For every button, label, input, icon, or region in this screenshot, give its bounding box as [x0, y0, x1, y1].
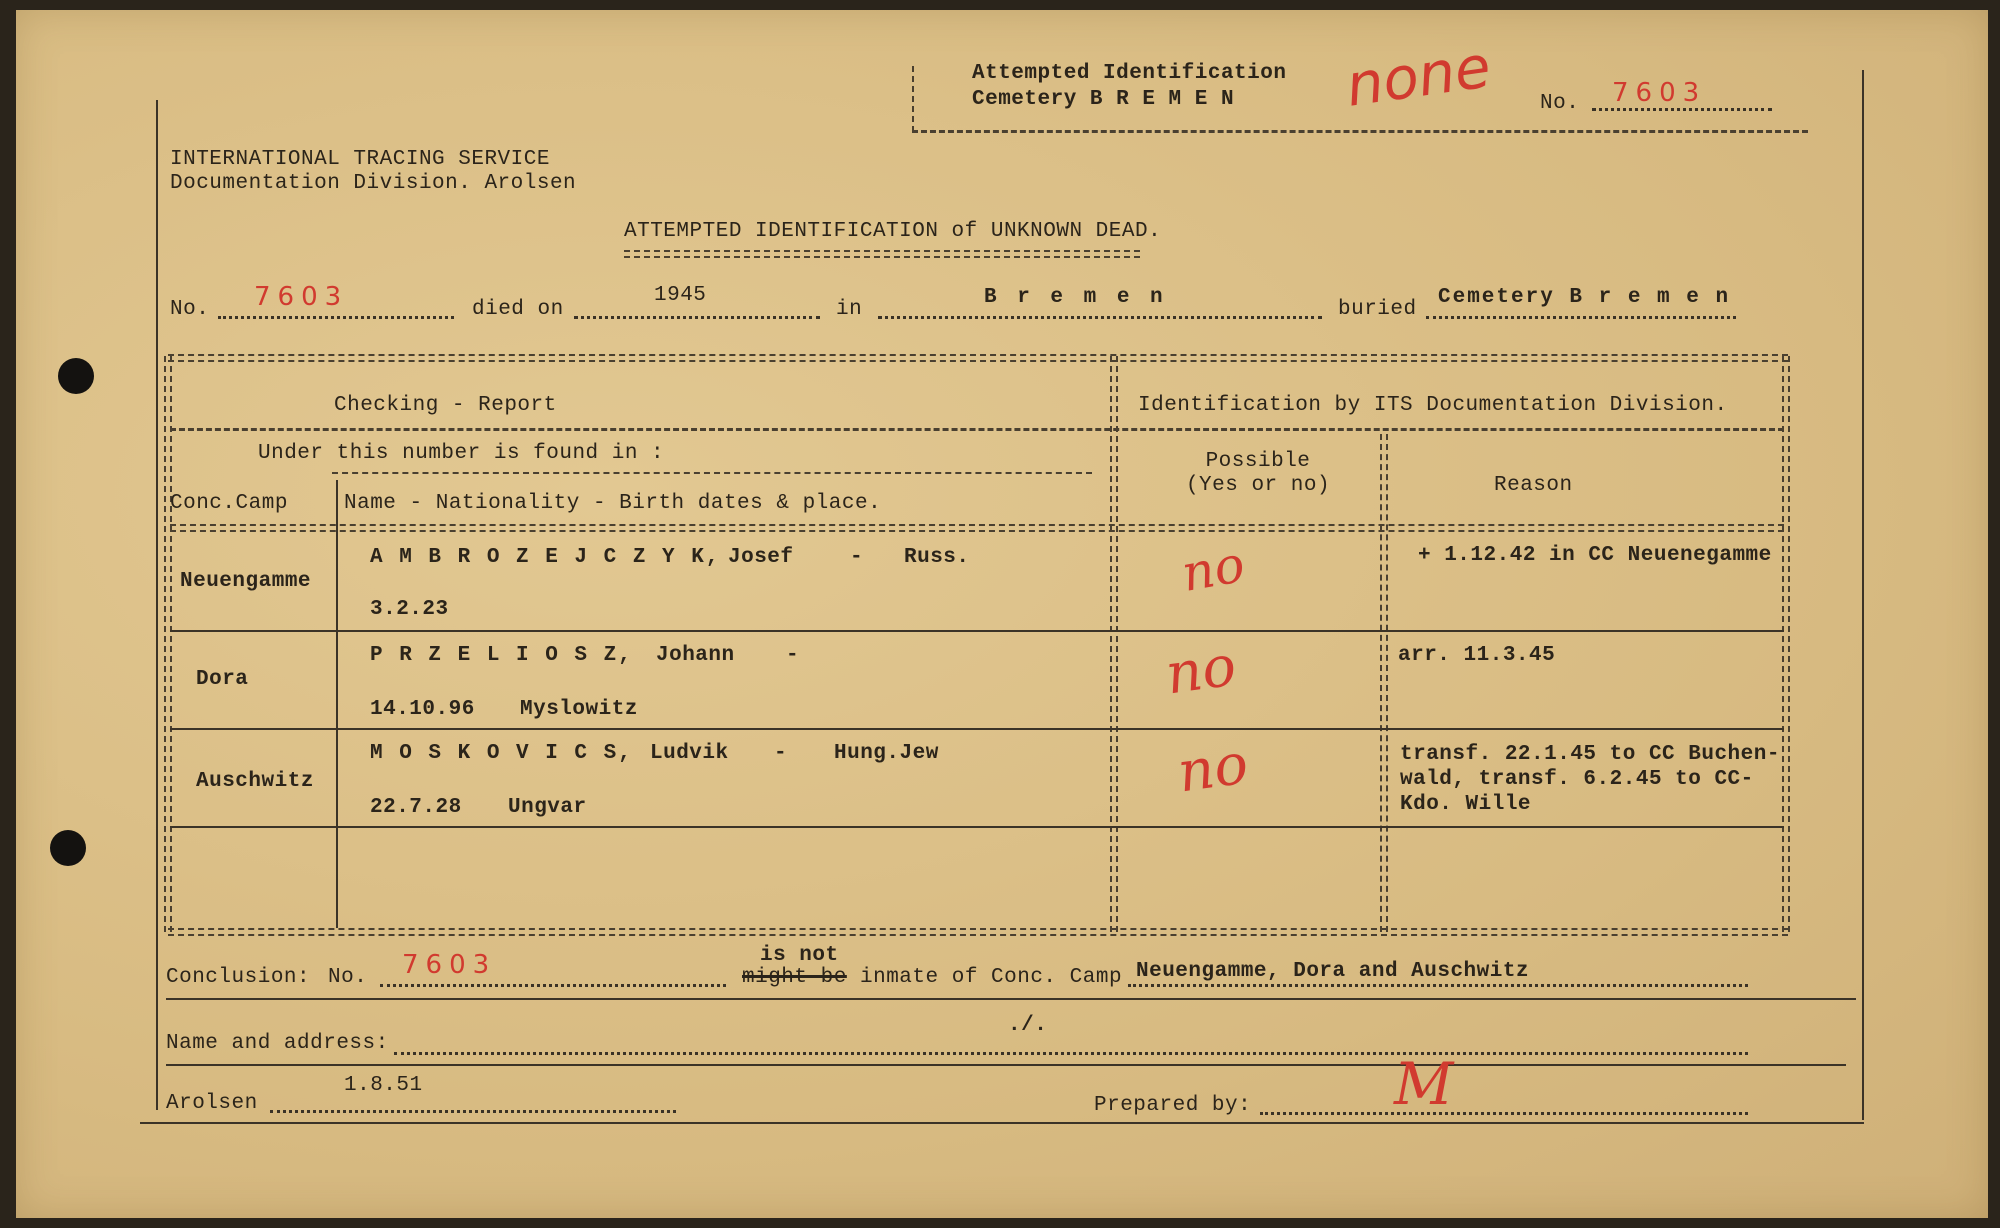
- prepared-by-dots: [1260, 1112, 1748, 1115]
- header-no-label: No.: [1540, 92, 1580, 115]
- row-surname: A M B R O Z E J C Z Y K,: [370, 546, 721, 569]
- conclusion-label: Conclusion:: [166, 966, 311, 989]
- row-surname: P R Z E L I O S Z,: [370, 644, 633, 667]
- name-address-rule: [166, 1064, 1846, 1066]
- row-first-name: Ludvik: [650, 742, 729, 765]
- record-buried-value: Cemetery B r e m e n: [1438, 286, 1731, 309]
- col-possible-header: [1150, 450, 1366, 498]
- row-separator: [170, 826, 1784, 828]
- org-line2: Documentation Division. Arolsen: [170, 172, 577, 195]
- row-nationality: Russ.: [904, 546, 970, 569]
- table-top-border: [168, 354, 1788, 362]
- header-separator: [170, 428, 1784, 431]
- conclusion-camps-dots: [1128, 984, 1748, 987]
- conclusion-struck-text: might be: [742, 966, 847, 989]
- conclusion-camps: Neuengamme, Dora and Auschwitz: [1136, 960, 1530, 983]
- frame-right-line: [1862, 70, 1864, 1120]
- conclusion-no-dots: [380, 984, 726, 987]
- row-place: Ungvar: [508, 796, 587, 819]
- row-first-name: Josef: [728, 546, 794, 569]
- index-card: [16, 10, 1988, 1218]
- row-first-name: Johann: [656, 644, 735, 667]
- row-reason: + 1.12.42 in CC Neuenegamme: [1418, 544, 1772, 567]
- row-reason: arr. 11.3.45: [1398, 644, 1556, 667]
- row-birth: 22.7.28: [370, 796, 462, 819]
- record-died-dots: [574, 316, 820, 319]
- row-possible: no: [1173, 731, 1252, 806]
- frame-left-line: [156, 100, 158, 1110]
- header-box-line2: Cemetery B R E M E N: [972, 88, 1235, 111]
- column-header-underline: [170, 524, 1784, 532]
- handwritten-none: none: [1341, 32, 1495, 120]
- prepared-by-label: Prepared by:: [1094, 1094, 1252, 1117]
- footer-date-dots: [270, 1110, 676, 1113]
- conclusion-rule: [166, 998, 1856, 1000]
- col-possible-text: Possible (Yes or no): [1185, 450, 1331, 497]
- row-possible: no: [1177, 535, 1249, 603]
- row-surname: M O S K O V I C S,: [370, 742, 633, 765]
- row-separator: [170, 630, 1784, 632]
- header-box-bottom-border: [912, 130, 1808, 133]
- col-reason-header: Reason: [1494, 474, 1573, 497]
- record-buried-label: buried: [1338, 298, 1417, 321]
- row-separator: [170, 728, 1784, 730]
- row-camp: Auschwitz: [196, 770, 314, 793]
- row-dash: -: [850, 546, 864, 569]
- conclusion-no-label: No.: [328, 966, 368, 989]
- col-name-header: Name - Nationality - Birth dates & place.: [344, 492, 882, 515]
- header-no-dots: [1592, 108, 1772, 111]
- conclusion-inmate-text: inmate of Conc. Camp: [860, 966, 1123, 989]
- col-camp-header: Conc.Camp: [170, 492, 288, 515]
- org-line1: INTERNATIONAL TRACING SERVICE: [170, 148, 550, 171]
- found-in-underline: [332, 472, 1092, 474]
- punch-hole-top: [58, 358, 94, 394]
- punch-hole-bottom: [50, 830, 86, 866]
- row-camp: Neuengamme: [180, 570, 312, 593]
- record-no-value: 7603: [254, 282, 349, 312]
- title-underline: [624, 250, 1140, 258]
- frame-bottom-line: [140, 1122, 1864, 1124]
- row-birth: 14.10.96: [370, 698, 475, 721]
- record-buried-dots: [1426, 316, 1736, 319]
- row-possible: no: [1161, 633, 1240, 708]
- table-right-border: [1782, 356, 1790, 932]
- footer-date: 1.8.51: [344, 1074, 423, 1097]
- table-mid-border: [1110, 356, 1118, 932]
- row-nationality: Hung.Jew: [834, 742, 939, 765]
- row-dash: -: [774, 742, 788, 765]
- record-no-label: No.: [170, 298, 210, 321]
- row-place: Myslowitz: [520, 698, 638, 721]
- checking-report-header: Checking - Report: [334, 394, 557, 417]
- table-reason-border: [1380, 434, 1388, 932]
- name-address-dots: [394, 1052, 1748, 1055]
- header-no-value: 7603: [1612, 78, 1707, 108]
- conclusion-is-not: is not: [760, 944, 839, 967]
- footer-place-label: Arolsen: [166, 1092, 258, 1115]
- row-camp: Dora: [196, 668, 249, 691]
- table-bottom-border: [168, 928, 1788, 936]
- record-died-value: 1945: [654, 284, 707, 307]
- record-no-dots: [218, 316, 454, 319]
- record-in-label: in: [836, 298, 863, 321]
- name-address-value: ./.: [1008, 1014, 1048, 1037]
- prepared-by-initial: M: [1394, 1050, 1454, 1118]
- record-in-dots: [878, 316, 1322, 319]
- identification-header: Identification by ITS Documentation Division.: [1138, 394, 1728, 417]
- camp-name-divider: [336, 480, 338, 928]
- row-dash: -: [786, 644, 800, 667]
- table-left-border: [164, 356, 172, 932]
- row-birth: 3.2.23: [370, 598, 449, 621]
- name-address-label: Name and address:: [166, 1032, 389, 1055]
- record-died-label: died on: [472, 298, 564, 321]
- conclusion-no-value: 7603: [402, 950, 497, 980]
- row-reason: transf. 22.1.45 to CC Buchen- wald, transf. 6.2.45 to CC- Kdo. Wille: [1400, 743, 1780, 816]
- header-box-left-border: [912, 66, 918, 132]
- found-in-label: Under this number is found in :: [258, 442, 665, 465]
- record-in-value: B r e m e n: [984, 286, 1167, 309]
- header-box-line1: Attempted Identification: [972, 62, 1287, 85]
- page-title: ATTEMPTED IDENTIFICATION of UNKNOWN DEAD.: [624, 220, 1162, 243]
